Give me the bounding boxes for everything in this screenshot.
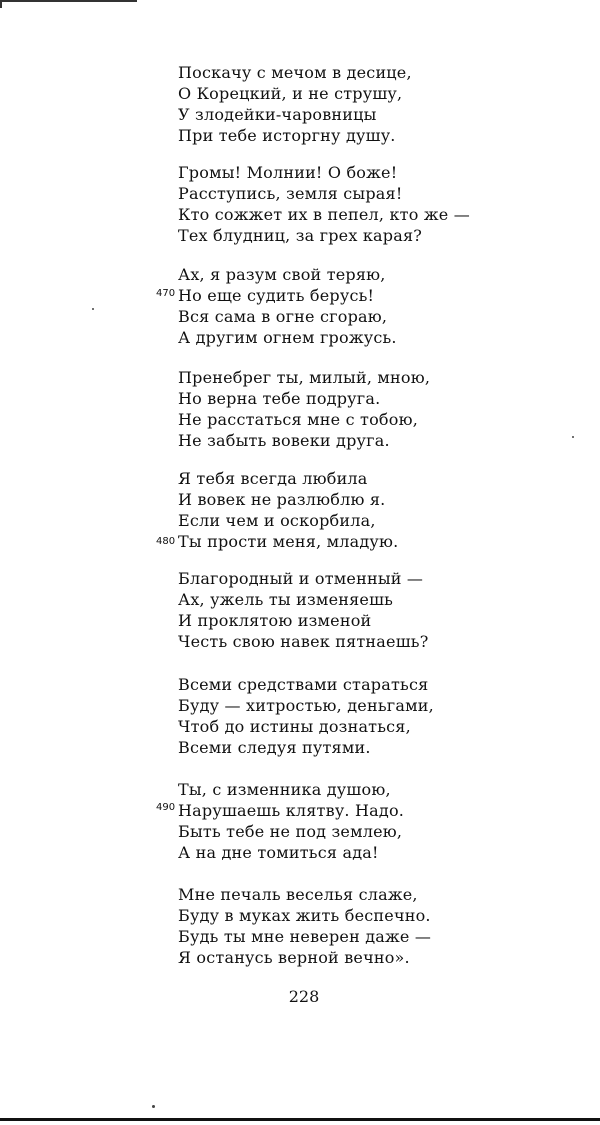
verse-line: Ах, я разум свой теряю, (178, 265, 386, 284)
line-number-470: 470 (156, 288, 176, 299)
stanza-6 (178, 568, 428, 652)
verse-line: Честь свою навек пятнаешь? (178, 632, 429, 651)
verse-line: Будь ты мне неверен даже — (178, 927, 432, 946)
verse-line: Я тебя всегда любила (178, 469, 368, 488)
stanza-3 (178, 264, 397, 348)
verse-line: Буду в муках жить беспечно. (178, 906, 431, 925)
print-speck (152, 1105, 155, 1108)
verse-line: Всеми следуя путями. (178, 738, 371, 757)
verse-line: Благородный и отменный — (178, 569, 424, 588)
verse-line: Всеми средствами стараться (178, 675, 429, 694)
verse-line: Ты прости меня, младую. (178, 532, 399, 551)
page-bottom-edge (0, 1118, 600, 1121)
verse-line: У злодейки-чаровницы (178, 105, 377, 124)
verse-line: Я останусь верной вечно». (178, 948, 410, 967)
print-speck (572, 436, 574, 438)
verse-line: Громы! Молнии! О боже! (178, 163, 398, 182)
print-speck (92, 308, 94, 310)
verse-line: Ах, ужель ты изменяешь (178, 590, 394, 609)
verse-line: Буду — хитростью, деньгами, (178, 696, 434, 715)
verse-line: Кто сожжет их в пепел, кто же — (178, 205, 470, 224)
stanza-2 (178, 162, 470, 246)
line-number-490: 490 (156, 802, 176, 813)
verse-line: Ты, с изменника душою, (178, 780, 391, 799)
verse-line: Поскачу с мечом в десице, (178, 63, 412, 82)
verse-line: Не забыть вовеки друга. (178, 431, 390, 450)
verse-line: Расступись, земля сырая! (178, 184, 403, 203)
line-number-480: 480 (156, 536, 176, 547)
stanza-9 (178, 884, 431, 968)
verse-line: И проклятою изменой (178, 611, 372, 630)
verse-line: Но еще судить берусь! (178, 286, 375, 305)
verse-line: Мне печаль веселья слаже, (178, 885, 418, 904)
stanza-8 (178, 779, 404, 863)
verse-line: Но верна тебе подруга. (178, 389, 381, 408)
page-number: 228 (288, 987, 320, 1006)
verse-line: Не расстаться мне с тобою, (178, 410, 418, 429)
verse-line: Нарушаешь клятву. Надо. (178, 801, 405, 820)
stanza-1 (178, 62, 412, 146)
stanza-4 (178, 367, 430, 451)
verse-line: И вовек не разлюблю я. (178, 490, 386, 509)
verse-line: При тебе исторгну душу. (178, 126, 396, 145)
verse-line: Тех блудниц, за грех карая? (178, 226, 423, 245)
stanza-7 (178, 674, 434, 758)
verse-line: Вся сама в огне сгораю, (178, 307, 388, 326)
verse-line: О Корецкий, и не струшу, (178, 84, 403, 103)
verse-line: Пренебрег ты, милый, мною, (178, 368, 431, 387)
verse-line: Если чем и оскорбила, (178, 511, 376, 530)
verse-line: Быть тебе не под землею, (178, 822, 403, 841)
page-corner-edge (0, 0, 137, 8)
verse-line: Чтоб до истины дознаться, (178, 717, 411, 736)
stanza-5 (178, 468, 398, 552)
verse-line: А на дне томиться ада! (178, 843, 379, 862)
verse-line: А другим огнем грожусь. (178, 328, 397, 347)
